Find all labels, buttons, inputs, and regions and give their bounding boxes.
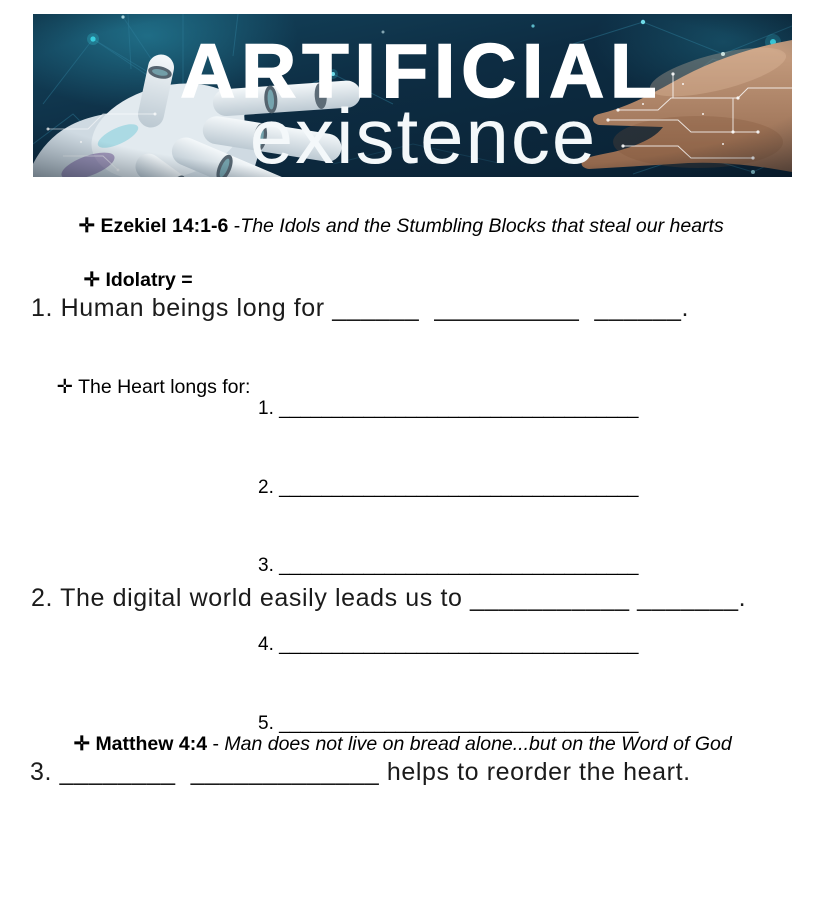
cross-icon: ✛: [73, 733, 96, 755]
blank-line-item: 3. __________________________________: [258, 555, 639, 577]
dash-separator: -: [212, 733, 225, 755]
question-1: 1. Human beings long for ______ __________ ______.: [31, 294, 690, 322]
scripture-reference: Matthew 4:4: [95, 733, 213, 755]
idolatry-label: Idolatry =: [105, 269, 193, 291]
dash-separator: -: [233, 215, 241, 237]
scripture-quote: The Idols and the Stumbling Blocks that steal our hearts: [240, 215, 724, 237]
cross-icon: ✛: [83, 269, 106, 291]
banner-title: ARTIFICIAL: [180, 29, 663, 114]
question-2: 2. The digital world easily leads us to ___________ _______.: [31, 584, 747, 612]
banner: [33, 14, 792, 177]
banner-subtitle: existence: [249, 92, 598, 177]
cross-icon: ✛: [78, 215, 101, 237]
scripture-quote: Man does not live on bread alone...but on the Word of God: [224, 733, 732, 755]
cross-icon: ✛: [56, 376, 79, 398]
scripture-reference: Ezekiel 14:1-6: [100, 215, 234, 237]
question-3: 3. ________ _____________ helps to reorder the heart.: [30, 758, 691, 786]
blank-line-item: 5. __________________________________: [258, 712, 639, 734]
blank-line-item: 1. __________________________________: [258, 398, 639, 419]
heart-longs-label: [35, 354, 250, 420]
heart-longs-text: The Heart longs for:: [78, 376, 251, 398]
blank-line-item: 2. __________________________________: [258, 476, 639, 498]
blank-line-item: 4. __________________________________: [258, 634, 639, 656]
